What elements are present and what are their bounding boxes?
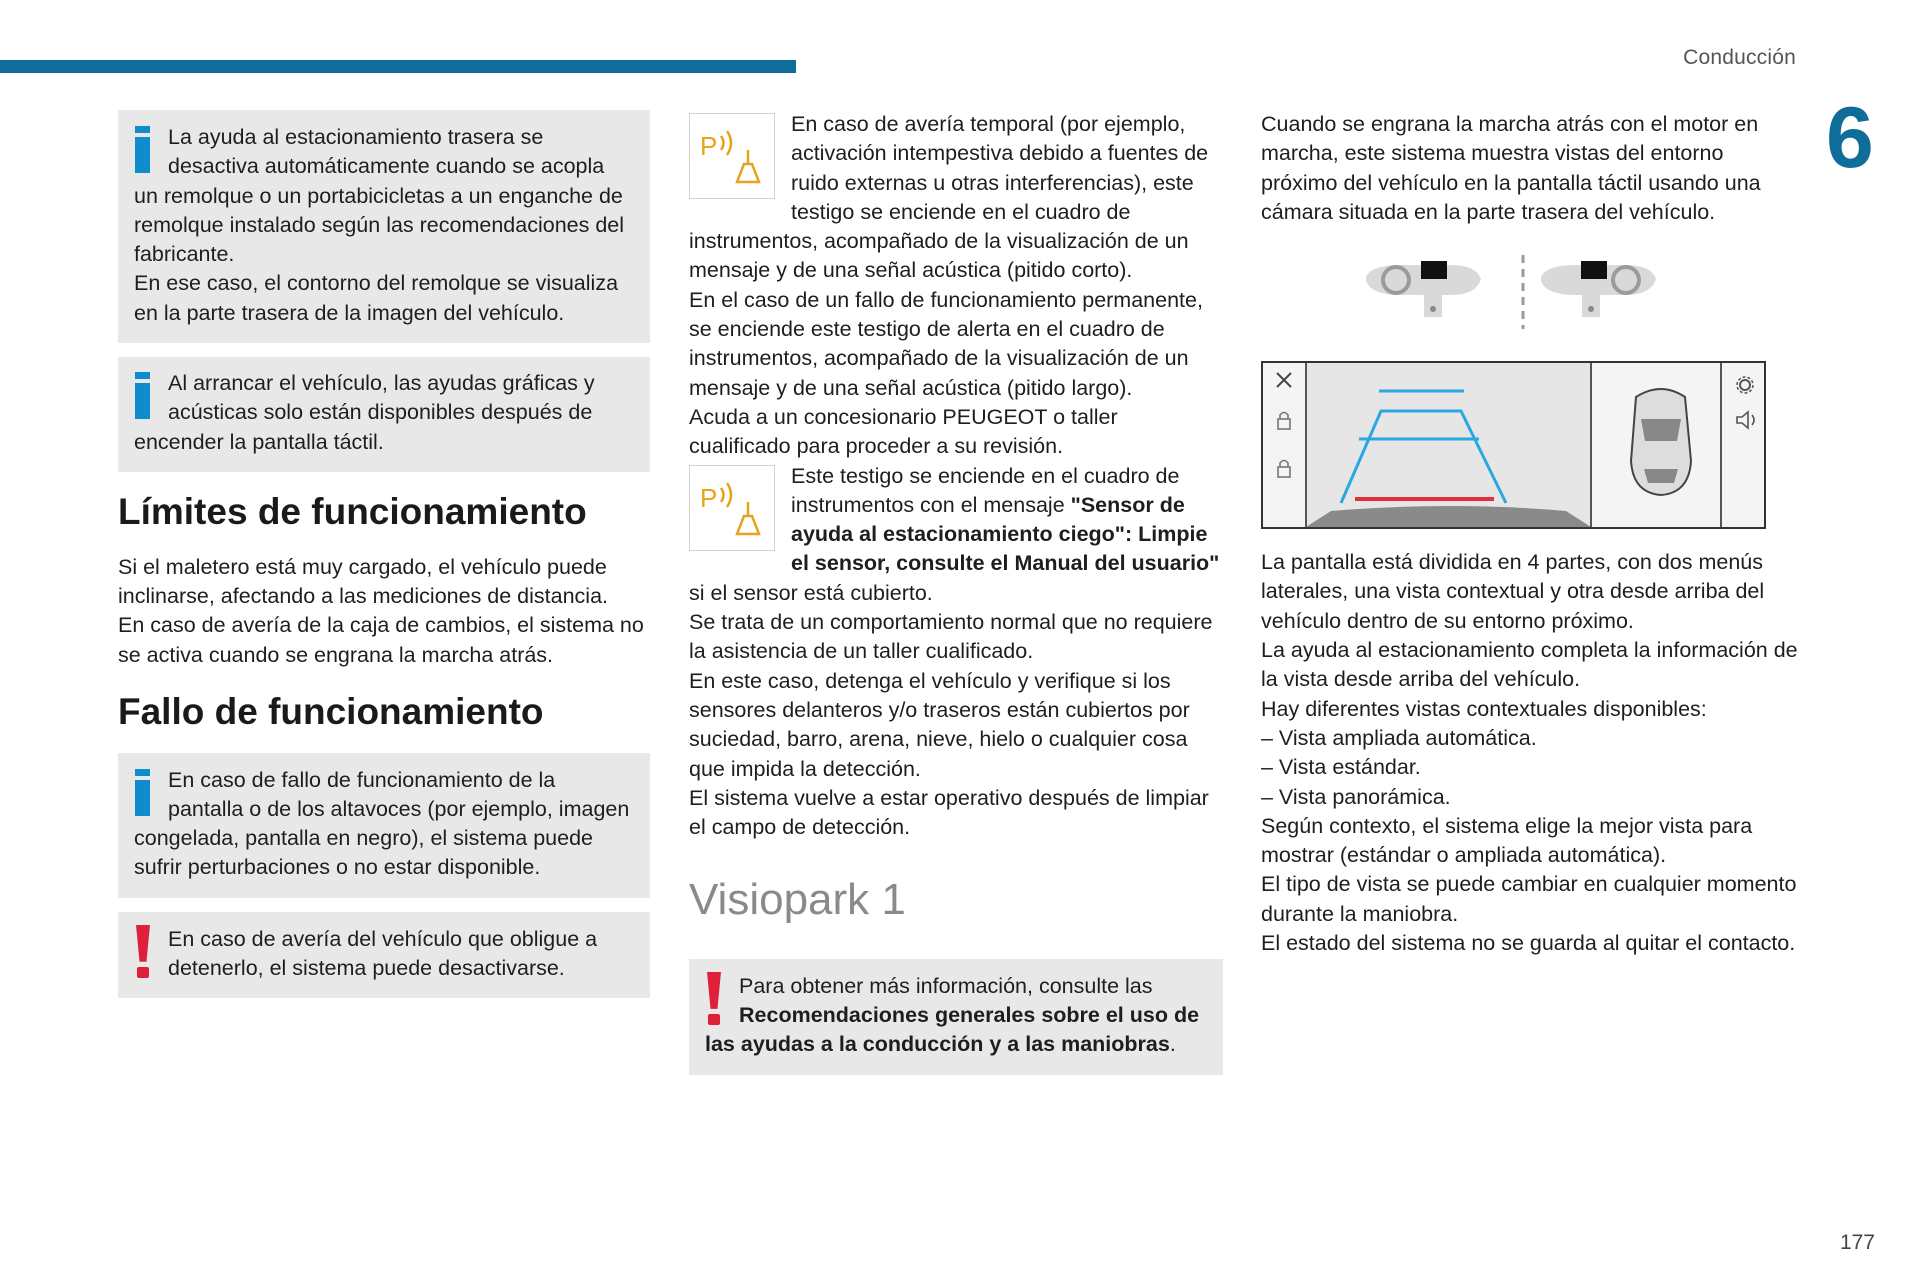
section-label: Conducción: [1683, 46, 1796, 69]
visiopark-screen-illustration: [1261, 361, 1765, 530]
column-left: [118, 110, 650, 998]
info-note-screen-fault: [118, 753, 650, 898]
paragraph: La pantalla está dividida en 4 partes, con dos menús laterales, una vista contextual y otra desde arriba del vehículo dentro de su entorno próximo.: [1261, 550, 1765, 633]
limits-body: [118, 553, 650, 670]
note-text: En caso de avería del vehículo que obligue a detenerlo, el sistema puede desactivarse.: [168, 926, 598, 981]
info-icon: [134, 369, 168, 421]
reference-text: Recomendaciones generales sobre el uso de las ayudas a la conducción y a las maniobras: [705, 1003, 1200, 1057]
column-right: [1261, 110, 1801, 958]
text-span: Para obtener más información, consulte las: [739, 973, 1153, 998]
paragraph: Se trata de un comportamiento normal que no requiere la asistencia de un taller cualificado.: [689, 610, 1213, 664]
info-icon: [134, 123, 168, 175]
paragraph: En caso de avería temporal (por ejemplo, activación intempestiva debido a fuentes de ruido externas u otras interferencias), este testigo se enciende en el cuadro de instrumentos, acompañado de la visualización de un mensaje y de una señal acústica (pitido corto).: [689, 112, 1209, 283]
note-text: En caso de fallo de funcionamiento de la pantalla o de los altavoces (por ejemplo, imagen congelada, pantalla en negro), el sistema puede sufrir perturbaciones o no estar disponible.: [134, 767, 630, 880]
text-span: si el sensor está cubierto.: [689, 580, 933, 605]
paragraph: Según contexto, el sistema elige la mejor vista para mostrar (estándar o ampliada automática).: [1261, 813, 1753, 868]
svg-text:P: P: [700, 482, 718, 513]
paragraph: El tipo de vista se puede cambiar en cualquier momento durante la maniobra.: [1261, 872, 1797, 926]
note-text: La ayuda al estacionamiento trasera se desactiva automáticamente cuando se acopla un remolque o un portabicicletas a un enganche de remolque instalado según las recomendaciones del fabricante.: [134, 125, 625, 267]
paragraph: Hay diferentes vistas contextuales disponibles:: [1261, 696, 1707, 721]
car-top-view-icon: [1631, 389, 1691, 495]
right-mirror-icon: [1541, 261, 1656, 317]
visiopark-intro: [1261, 110, 1801, 227]
mirror-camera-illustration: [1261, 237, 1801, 347]
info-note-startup: [118, 357, 650, 472]
chapter-number: 6: [1826, 90, 1874, 186]
paragraph: Si el maletero está muy cargado, el vehículo puede inclinarse, afectando a las mediciones de distancia.: [118, 554, 609, 608]
warning-icon: [134, 925, 168, 977]
note-text: En ese caso, el contorno del remolque se visualiza en la parte trasera de la imagen del vehículo.: [134, 271, 619, 325]
warning-note-recommendations: [689, 959, 1223, 1075]
list-item: – Vista panorámica.: [1261, 784, 1451, 809]
heading-fault: Fallo de funcionamiento: [118, 690, 544, 732]
heading-limits: Límites de funcionamiento: [118, 490, 587, 532]
note-text: [705, 972, 1207, 1060]
left-mirror-icon: [1366, 261, 1481, 317]
text-span: .: [1169, 1032, 1176, 1057]
list-item: – Vista ampliada automática.: [1261, 725, 1537, 750]
list-item: – Vista estándar.: [1261, 755, 1421, 780]
message-text: "Sensor de ayuda al estacionamiento ciego": Limpie el sensor, consulte el Manual del usuario": [791, 492, 1220, 576]
fault-body: [689, 110, 1223, 842]
park-sensor-fault-icon: [689, 465, 775, 551]
warning-note-breakdown: [118, 912, 650, 999]
paragraph: El sistema vuelve a estar operativo después de limpiar el campo de detección.: [689, 785, 1209, 840]
paragraph: Cuando se engrana la marcha atrás con el motor en marcha, este sistema muestra vistas del entorno próximo del vehículo en la pantalla táctil usando una cámara situada en la parte trasera del vehículo.: [1261, 112, 1761, 224]
header-accent-bar: [0, 60, 796, 73]
paragraph: Acuda a un concesionario PEUGEOT o taller cualificado para proceder a su revisión.: [689, 404, 1118, 459]
page-number: 177: [1839, 1231, 1875, 1254]
paragraph: En el caso de un fallo de funcionamiento permanente, se enciende este testigo de alerta en el cuadro de instrumentos, acompañado de la visualización de un mensaje y de una señal acústica (pitido largo).: [689, 287, 1203, 400]
note-text: Al arrancar el vehículo, las ayudas gráficas y acústicas solo están disponibles después de encender la pantalla táctil.: [134, 371, 595, 454]
heading-visiopark: Visiopark 1: [689, 875, 906, 925]
paragraph: La ayuda al estacionamiento completa la información de la vista desde arriba del vehículo.: [1261, 638, 1798, 692]
paragraph: En caso de avería de la caja de cambios, el sistema no se activa cuando se engrana la marcha atrás.: [118, 613, 644, 667]
info-note-trailer: [118, 110, 650, 343]
warning-icon: [705, 972, 739, 1024]
column-middle: [689, 110, 1223, 1075]
park-sensor-fault-icon: [689, 113, 775, 199]
info-icon: [134, 766, 168, 818]
visiopark-body: [1261, 548, 1801, 958]
text-span: Este testigo se enciende en el cuadro de instrumentos con el mensaje: [791, 463, 1180, 517]
paragraph: En este caso, detenga el vehículo y verifique si los sensores delanteros y/o traseros están cubiertos por suciedad, barro, arena, nieve, hielo o cualquier cosa que impida la detección.: [689, 668, 1190, 781]
paragraph: El estado del sistema no se guarda al quitar el contacto.: [1261, 931, 1796, 956]
svg-text:P: P: [700, 131, 718, 161]
